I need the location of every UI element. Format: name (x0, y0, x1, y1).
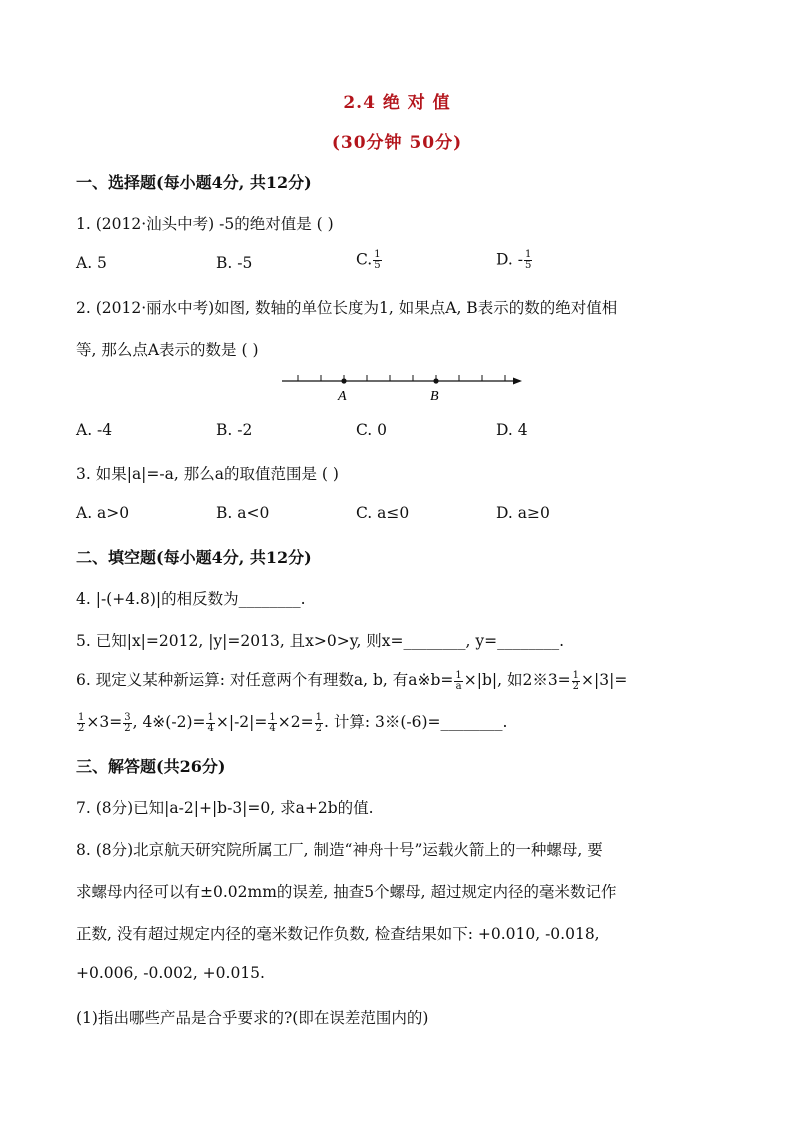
fraction-denominator: 5 (374, 260, 381, 271)
question-8-line-3: 正数, 没有超过规定内径的毫米数记作负数, 检查结果如下: +0.010, -0.018, (76, 925, 600, 943)
fraction-denominator: 4 (207, 722, 214, 734)
q6-text-4: ×3= (86, 713, 123, 731)
question-2-stem-line-1: 2. (2012·丽水中考)如图, 数轴的单位长度为1, 如果点A, B表示的数的绝对值相 (76, 299, 618, 317)
q1-option-d (496, 250, 533, 271)
fraction-denominator: a (455, 680, 462, 692)
q6-fraction-1-over-2 (77, 713, 85, 734)
q2-option-b: B. -2 (216, 421, 253, 439)
q1-option-c (356, 250, 383, 271)
question-3-stem: 3. 如果|a|=-a, 那么a的取值范围是 ( ) (76, 465, 339, 483)
question-8-subquestion-1: (1)指出哪些产品是合乎要求的?(即在误差范围内的) (76, 1009, 429, 1027)
q1-option-c-fraction (373, 250, 381, 271)
point-b-label: B (430, 389, 439, 404)
q3-option-a: A. a>0 (76, 504, 130, 522)
fraction-numerator: 1 (315, 711, 322, 723)
page-subtitle: (30分钟 50分) (331, 133, 463, 153)
q6-fraction-1-over-2 (572, 671, 580, 692)
q1-option-d-fraction (524, 250, 532, 271)
q6-text-3: ×|3|= (581, 671, 628, 689)
fraction-denominator: 2 (572, 680, 580, 692)
page-title: 2.4 绝 对 值 (343, 93, 451, 113)
fraction-numerator: 1 (207, 711, 214, 723)
question-8-line-2: 求螺母内径可以有±0.02mm的误差, 抽查5个螺母, 超过规定内径的毫米数记作 (76, 883, 617, 901)
fraction-denominator: 2 (124, 722, 131, 734)
fraction-numerator: 1 (374, 249, 381, 260)
question-5: 5. 已知|x|=2012, |y|=2013, 且x>0>y, 则x=________, y=________. (76, 632, 565, 650)
q6-fraction-1-over-2 (315, 713, 323, 734)
section-heading-solutions: 三、解答题(共26分) (76, 757, 226, 776)
fraction-numerator: 1 (78, 711, 85, 723)
q1-option-a: A. 5 (76, 254, 107, 272)
fraction-numerator: 1 (455, 669, 462, 681)
point-a-label: A (338, 389, 347, 404)
fraction-denominator: 2 (315, 722, 322, 734)
question-2-stem-line-2: 等, 那么点A表示的数是 ( ) (76, 341, 259, 359)
q3-option-b: B. a<0 (216, 504, 270, 522)
section-heading-choice: 一、选择题(每小题4分, 共12分) (76, 173, 312, 192)
section-heading-fill-in: 二、填空题(每小题4分, 共12分) (76, 548, 312, 567)
q6-text-7: ×2= (277, 713, 314, 731)
q6-fraction-1-over-4 (268, 713, 276, 734)
q1-option-b: B. -5 (216, 254, 253, 272)
arrow-head-icon (513, 378, 522, 385)
q6-text-6: ×|-2|= (215, 713, 268, 731)
tick-marks (298, 375, 505, 381)
question-8-line-1: 8. (8分)北京航天研究院所属工厂, 制造“神舟十号”运载火箭上的一种螺母, 要 (76, 841, 603, 859)
q6-fraction-1-over-4 (206, 713, 214, 734)
fraction-denominator: 2 (78, 722, 85, 734)
q6-fraction-1-over-a (454, 671, 462, 692)
fraction-numerator: 1 (524, 249, 532, 260)
q1-option-c-label: C. (356, 250, 373, 269)
number-line-figure (278, 368, 528, 404)
q6-fraction-3-over-2 (123, 713, 131, 734)
fraction-numerator: 3 (124, 711, 131, 723)
fraction-numerator: 1 (572, 669, 580, 681)
fraction-denominator: 4 (269, 722, 276, 734)
question-4: 4. |-(+4.8)|的相反数为________. (76, 590, 306, 608)
fraction-numerator: 1 (269, 711, 276, 723)
q6-text-1: 6. 现定义某种新运算: 对任意两个有理数a, b, 有a※b= (76, 671, 454, 689)
q2-option-a: A. -4 (76, 421, 113, 439)
q1-option-d-label: D. - (496, 250, 523, 269)
question-1-stem: 1. (2012·汕头中考) -5的绝对值是 ( ) (76, 215, 334, 233)
question-6-line-1 (76, 668, 627, 692)
question-8-line-4: +0.006, -0.002, +0.015. (76, 964, 265, 982)
fraction-denominator: 5 (524, 260, 532, 271)
q6-text-5: , 4※(-2)= (132, 713, 206, 731)
question-6-line-2 (76, 710, 507, 734)
question-7: 7. (8分)已知|a-2|+|b-3|=0, 求a+2b的值. (76, 799, 374, 817)
point-b-dot (433, 378, 438, 383)
point-a-dot (341, 378, 346, 383)
q6-text-2: ×|b|, 如2※3= (463, 671, 571, 689)
q2-option-c: C. 0 (356, 421, 388, 439)
q6-text-8: . 计算: 3※(-6)=________. (323, 713, 508, 731)
q2-option-d: D. 4 (496, 421, 528, 439)
q3-option-d: D. a≥0 (496, 504, 550, 522)
q3-option-c: C. a≤0 (356, 504, 410, 522)
